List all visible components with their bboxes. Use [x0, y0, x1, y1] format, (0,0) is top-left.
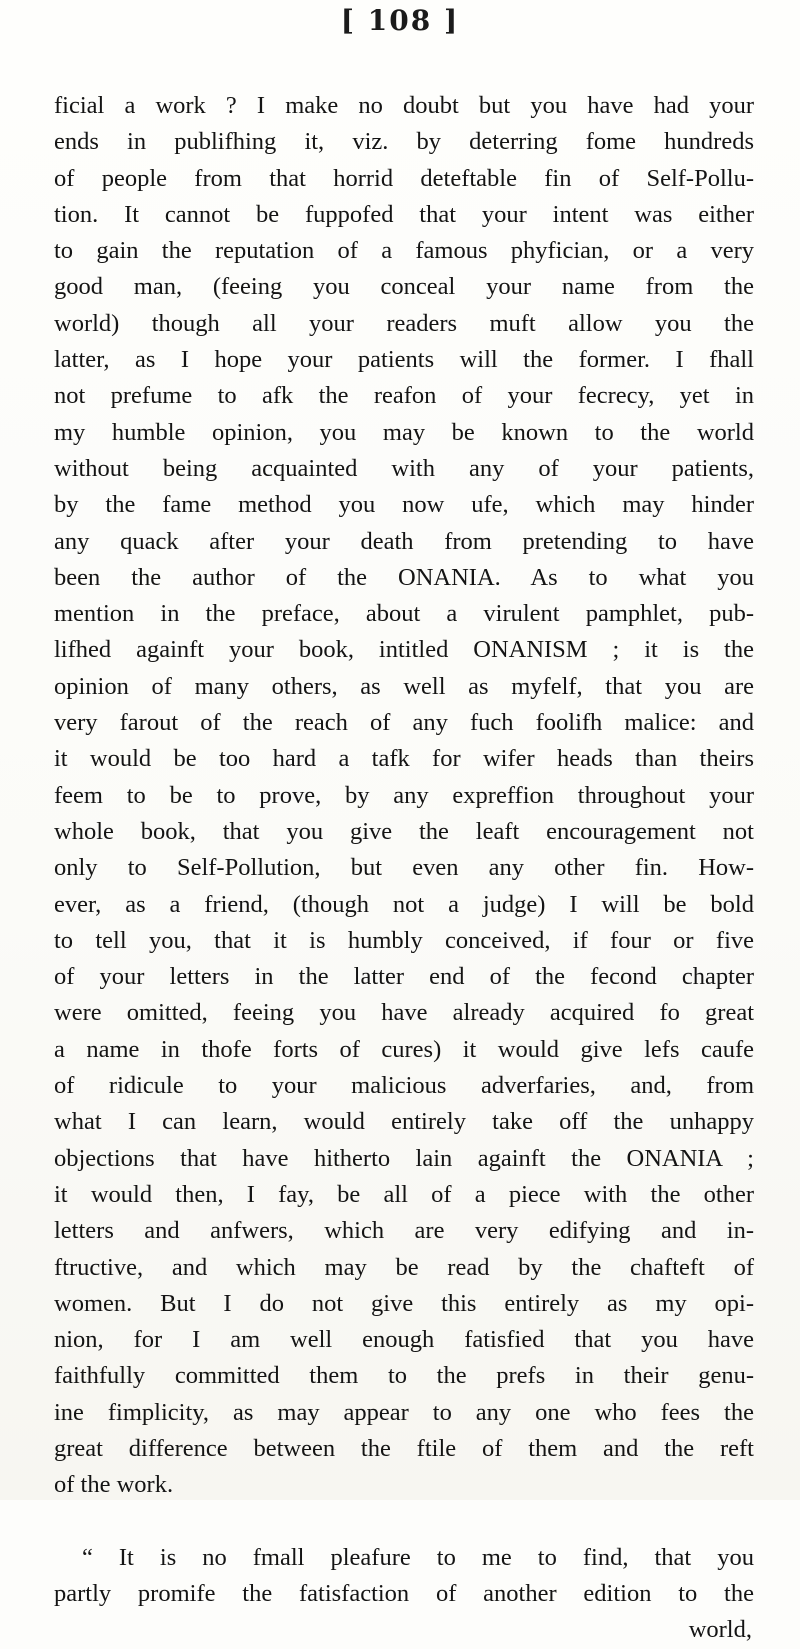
- text-line: world) though all your readers muft allow you the: [54, 309, 754, 337]
- text-line: not prefume to afk the reafon of your fecrecy, yet in: [54, 382, 754, 410]
- text-line: objections that have hitherto lain againft the ONANIA ;: [54, 1144, 754, 1172]
- text-line: to tell you, that it is humbly conceived, if four or five: [54, 926, 754, 954]
- text-line: by the fame method you now ufe, which may hinder: [54, 491, 754, 519]
- text-line: of your letters in the latter end of the fecond chapter: [54, 963, 754, 991]
- text-line: opinion of many others, as well as myfelf, that you are: [54, 672, 754, 700]
- text-line: ever, as a friend, (though not a judge) I will be bold: [54, 890, 754, 918]
- text-line: been the author of the ONANIA. As to what you: [54, 563, 754, 591]
- text-line: ftructive, and which may be read by the chafteft of: [54, 1253, 754, 1281]
- text-line: of ridicule to your malicious adverfaries, and, from: [54, 1072, 754, 1100]
- text-line: it would be too hard a tafk for wifer heads than theirs: [54, 745, 754, 773]
- text-line: whole book, that you give the leaft encouragement not: [54, 817, 754, 845]
- text-line: good man, (feeing you conceal your name from the: [54, 273, 754, 301]
- text-line: nion, for I am well enough fatisfied that you have: [54, 1326, 754, 1354]
- text-line: a name in thofe forts of cures) it would give lefs caufe: [54, 1035, 754, 1063]
- text-line: great difference between the ftile of them and the reft: [54, 1434, 754, 1462]
- text-line: very farout of the reach of any fuch foolifh malice: and: [54, 709, 754, 737]
- text-line: latter, as I hope your patients will the former. I fhall: [54, 346, 754, 374]
- text-line: faithfully committed them to the prefs in their genu-: [54, 1362, 754, 1390]
- text-line: of the work.: [54, 1471, 174, 1499]
- page-number: [ 108 ]: [340, 4, 460, 37]
- text-line: of people from that horrid deteftable fin of Self-Pollu-: [54, 164, 754, 192]
- text-line: [54, 1504, 754, 1540]
- text-line: it would then, I fay, be all of a piece with the other: [54, 1180, 754, 1208]
- text-line: my humble opinion, you may be known to the world: [54, 418, 754, 446]
- text-line: ficial a work ? I make no doubt but you have had your: [54, 92, 754, 119]
- text-line: partly promife the fatisfaction of another edition to the: [54, 1580, 754, 1608]
- text-line: were omitted, feeing you have already acquired fo great: [54, 999, 754, 1027]
- text-line: world,: [688, 1616, 752, 1644]
- text-line: mention in the preface, about a virulent pamphlet, pub-: [54, 600, 754, 628]
- text-line: ends in publifhing it, viz. by deterring fome hundreds: [54, 128, 754, 156]
- text-line: any quack after your death from pretending to have: [54, 527, 754, 555]
- text-line: lifhed againft your book, intitled ONANISM ; it is the: [54, 636, 754, 664]
- body-text: [54, 88, 754, 1649]
- text-line: women. But I do not give this entirely as my opi-: [54, 1289, 754, 1317]
- text-line: ine fimplicity, as may appear to any one who fees the: [54, 1398, 754, 1426]
- text-line: what I can learn, would entirely take off the unhappy: [54, 1108, 754, 1136]
- text-line: feem to be to prove, by any expreffion throughout your: [54, 781, 754, 809]
- text-line: to gain the reputation of a famous phyfician, or a very: [54, 237, 754, 265]
- text-line: tion. It cannot be fuppofed that your intent was either: [54, 200, 754, 228]
- text-line: letters and anfwers, which are very edifying and in-: [54, 1217, 754, 1245]
- text-line: “ It is no fmall pleafure to me to find, that you: [82, 1543, 754, 1571]
- text-line: only to Self-Pollution, but even any other fin. How-: [54, 854, 754, 882]
- text-line: without being acquainted with any of your patients,: [54, 454, 754, 482]
